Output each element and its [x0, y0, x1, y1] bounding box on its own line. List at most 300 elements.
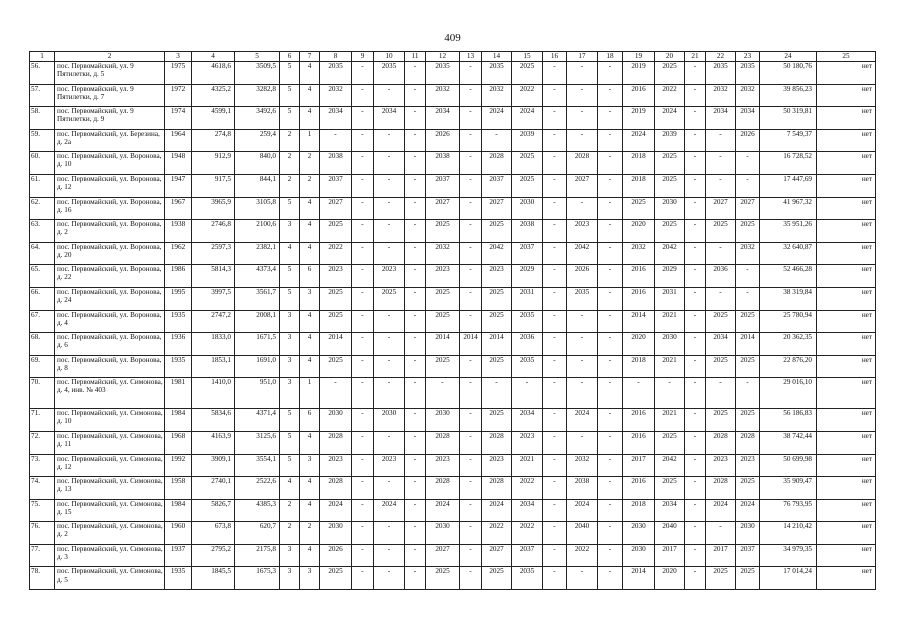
year-cell-col-14: 2027 [482, 544, 512, 567]
year-cell-col-14: 2024 [482, 107, 512, 130]
cost-cell: 32 640,87 [760, 242, 817, 265]
year-cell-col-8: 2025 [320, 287, 352, 310]
year-cell-col-19: 2018 [623, 174, 655, 197]
table-row [30, 265, 876, 288]
address-cell: пос. Первомайский, ул. Воронова, д. 22 [55, 265, 165, 288]
row-number: 75. [30, 499, 55, 522]
year-cell-col-8: 2022 [320, 242, 352, 265]
year-cell-col-17: 2024 [567, 409, 598, 432]
year-cell-col-21: - [685, 333, 706, 356]
row-number: 69. [30, 355, 55, 378]
year-cell-col-15: 2034 [512, 499, 543, 522]
column-header-20: 20 [655, 52, 685, 62]
year-built-cell: 1935 [165, 310, 192, 333]
status-cell: нет [817, 107, 876, 130]
row-number: 59. [30, 129, 55, 152]
year-cell-col-22: 2036 [706, 265, 736, 288]
entrances-cell: 4 [300, 477, 320, 500]
year-cell-col-21: - [685, 84, 706, 107]
year-cell-col-10: 2023 [374, 265, 405, 288]
year-cell-col-21: - [685, 242, 706, 265]
year-cell-col-14: 2028 [482, 477, 512, 500]
year-cell-col-14: 2028 [482, 431, 512, 454]
year-cell-col-11: - [405, 129, 426, 152]
year-cell-col-18: - [598, 220, 623, 243]
year-cell-col-21: - [685, 107, 706, 130]
year-cell-col-10: - [374, 310, 405, 333]
year-cell-col-9: - [352, 220, 374, 243]
floors-cell: 4 [280, 242, 300, 265]
year-cell-col-9: - [352, 287, 374, 310]
year-cell-col-17: - [567, 567, 598, 590]
year-cell-col-15: 2025 [512, 152, 543, 175]
total-area-cell: 673,8 [192, 522, 235, 545]
year-cell-col-14: 2042 [482, 242, 512, 265]
cost-cell: 7 549,37 [760, 129, 817, 152]
year-cell-col-16: - [543, 544, 567, 567]
table-row [30, 220, 876, 243]
year-cell-col-17: 2024 [567, 499, 598, 522]
year-cell-col-10: - [374, 522, 405, 545]
column-header-7: 7 [300, 52, 320, 62]
year-built-cell: 1992 [165, 454, 192, 477]
year-cell-col-18: - [598, 378, 623, 409]
table-row [30, 544, 876, 567]
year-cell-col-8: 2034 [320, 107, 352, 130]
year-cell-col-22: 2034 [706, 107, 736, 130]
year-built-cell: 1938 [165, 220, 192, 243]
column-header-23: 23 [736, 52, 760, 62]
year-cell-col-15: 2034 [512, 409, 543, 432]
cost-cell: 76 793,95 [760, 499, 817, 522]
year-cell-col-9: - [352, 333, 374, 356]
entrances-cell: 4 [300, 544, 320, 567]
column-header-6: 6 [280, 52, 300, 62]
year-cell-col-17: 2042 [567, 242, 598, 265]
address-cell: пос. Первомайский, ул. Воронова, д. 4 [55, 310, 165, 333]
entrances-cell: 4 [300, 107, 320, 130]
year-cell-col-15: 2039 [512, 129, 543, 152]
row-number: 56. [30, 62, 55, 85]
year-cell-col-22: 2025 [706, 355, 736, 378]
year-cell-col-9: - [352, 197, 374, 220]
year-cell-col-14: 2027 [482, 197, 512, 220]
entrances-cell: 4 [300, 197, 320, 220]
year-cell-col-13: - [460, 431, 482, 454]
living-area-cell: 2100,6 [235, 220, 280, 243]
year-cell-col-20: 2025 [655, 431, 685, 454]
year-cell-col-23: - [736, 378, 760, 409]
year-cell-col-17: - [567, 129, 598, 152]
status-cell: нет [817, 378, 876, 409]
year-cell-col-10: - [374, 333, 405, 356]
year-cell-col-11: - [405, 62, 426, 85]
column-header-9: 9 [352, 52, 374, 62]
year-cell-col-8: 2035 [320, 62, 352, 85]
year-cell-col-15: 2025 [512, 174, 543, 197]
address-cell: пос. Первомайский, ул. 9 Пятилетки, д. 9 [55, 107, 165, 130]
year-cell-col-17: 2028 [567, 152, 598, 175]
year-cell-col-13: - [460, 567, 482, 590]
year-cell-col-14: 2037 [482, 174, 512, 197]
year-cell-col-16: - [543, 499, 567, 522]
year-cell-col-8: 2023 [320, 454, 352, 477]
year-cell-col-10: - [374, 174, 405, 197]
total-area-cell: 5834,6 [192, 409, 235, 432]
year-cell-col-22: 2027 [706, 197, 736, 220]
status-cell: нет [817, 174, 876, 197]
column-header-15: 15 [512, 52, 543, 62]
year-cell-col-16: - [543, 197, 567, 220]
year-built-cell: 1975 [165, 62, 192, 85]
address-cell: пос. Первомайский, ул. Березина, д. 2а [55, 129, 165, 152]
year-cell-col-19: 2032 [623, 242, 655, 265]
row-number: 64. [30, 242, 55, 265]
year-cell-col-12: 2027 [426, 197, 460, 220]
year-cell-col-20: 2042 [655, 454, 685, 477]
row-number: 78. [30, 567, 55, 590]
status-cell: нет [817, 522, 876, 545]
year-cell-col-20: - [655, 378, 685, 409]
year-cell-col-21: - [685, 477, 706, 500]
year-cell-col-14: 2025 [482, 310, 512, 333]
floors-cell: 3 [280, 310, 300, 333]
row-number: 72. [30, 431, 55, 454]
table-row [30, 242, 876, 265]
table-row [30, 107, 876, 130]
year-cell-col-16: - [543, 129, 567, 152]
address-cell: пос. Первомайский, ул. Симонова, д. 5 [55, 567, 165, 590]
total-area-cell: 4163,9 [192, 431, 235, 454]
year-cell-col-9: - [352, 152, 374, 175]
year-cell-col-23: 2025 [736, 567, 760, 590]
year-cell-col-15: 2036 [512, 333, 543, 356]
year-cell-col-18: - [598, 544, 623, 567]
total-area-cell: 5814,3 [192, 265, 235, 288]
floors-cell: 5 [280, 431, 300, 454]
year-cell-col-21: - [685, 522, 706, 545]
year-cell-col-20: 2034 [655, 499, 685, 522]
year-cell-col-8: 2014 [320, 333, 352, 356]
year-cell-col-14: 2025 [482, 287, 512, 310]
year-built-cell: 1947 [165, 174, 192, 197]
year-cell-col-21: - [685, 220, 706, 243]
floors-cell: 5 [280, 197, 300, 220]
year-cell-col-20: 2030 [655, 333, 685, 356]
table-row [30, 567, 876, 590]
year-cell-col-11: - [405, 378, 426, 409]
year-cell-col-18: - [598, 107, 623, 130]
year-built-cell: 1984 [165, 499, 192, 522]
year-cell-col-8: - [320, 378, 352, 409]
year-cell-col-23: 2027 [736, 197, 760, 220]
year-cell-col-8: 2024 [320, 499, 352, 522]
table-row [30, 477, 876, 500]
year-built-cell: 1964 [165, 129, 192, 152]
year-cell-col-21: - [685, 129, 706, 152]
year-cell-col-15: 2029 [512, 265, 543, 288]
year-cell-col-21: - [685, 287, 706, 310]
year-cell-col-13: - [460, 129, 482, 152]
year-cell-col-9: - [352, 84, 374, 107]
status-cell: нет [817, 454, 876, 477]
row-number: 63. [30, 220, 55, 243]
table-row [30, 378, 876, 409]
row-number: 67. [30, 310, 55, 333]
year-cell-col-22: - [706, 378, 736, 409]
year-cell-col-13: - [460, 287, 482, 310]
year-cell-col-10: - [374, 431, 405, 454]
address-cell: пос. Первомайский, ул. Симонова, д. 4, инв. № 403 [55, 378, 165, 409]
floors-cell: 3 [280, 355, 300, 378]
year-cell-col-12: 2028 [426, 431, 460, 454]
table-row [30, 62, 876, 85]
year-cell-col-16: - [543, 287, 567, 310]
status-cell: нет [817, 84, 876, 107]
year-cell-col-21: - [685, 431, 706, 454]
year-cell-col-13: - [460, 378, 482, 409]
year-cell-col-8: 2023 [320, 265, 352, 288]
year-cell-col-22: - [706, 522, 736, 545]
year-cell-col-8: 2025 [320, 355, 352, 378]
total-area-cell: 917,5 [192, 174, 235, 197]
year-cell-col-17: - [567, 333, 598, 356]
table-row [30, 129, 876, 152]
year-cell-col-11: - [405, 454, 426, 477]
living-area-cell: 951,0 [235, 378, 280, 409]
living-area-cell: 1691,0 [235, 355, 280, 378]
year-cell-col-8: 2028 [320, 477, 352, 500]
year-cell-col-20: 2029 [655, 265, 685, 288]
address-cell: пос. Первомайский, ул. Воронова, д. 10 [55, 152, 165, 175]
status-cell: нет [817, 242, 876, 265]
year-cell-col-19: 2018 [623, 355, 655, 378]
year-cell-col-11: - [405, 287, 426, 310]
year-cell-col-12: 2023 [426, 454, 460, 477]
entrances-cell: 4 [300, 310, 320, 333]
year-cell-col-17: 2022 [567, 544, 598, 567]
year-cell-col-11: - [405, 220, 426, 243]
year-cell-col-13: - [460, 220, 482, 243]
row-number: 77. [30, 544, 55, 567]
table-row [30, 522, 876, 545]
address-cell: пос. Первомайский, ул. Симонова, д. 2 [55, 522, 165, 545]
year-cell-col-18: - [598, 522, 623, 545]
entrances-cell: 6 [300, 409, 320, 432]
status-cell: нет [817, 544, 876, 567]
year-cell-col-13: - [460, 265, 482, 288]
status-cell: нет [817, 62, 876, 85]
year-cell-col-18: - [598, 499, 623, 522]
year-built-cell: 1984 [165, 409, 192, 432]
total-area-cell: 5826,7 [192, 499, 235, 522]
table-row [30, 409, 876, 432]
address-cell: пос. Первомайский, ул. Симонова, д. 13 [55, 477, 165, 500]
year-cell-col-18: - [598, 152, 623, 175]
year-cell-col-22: 2034 [706, 333, 736, 356]
year-cell-col-20: 2039 [655, 129, 685, 152]
cost-cell: 34 979,35 [760, 544, 817, 567]
year-cell-col-11: - [405, 333, 426, 356]
row-number: 62. [30, 197, 55, 220]
entrances-cell: 3 [300, 287, 320, 310]
column-header-22: 22 [706, 52, 736, 62]
total-area-cell: 4325,2 [192, 84, 235, 107]
year-cell-col-9: - [352, 265, 374, 288]
year-cell-col-22: 2023 [706, 454, 736, 477]
living-area-cell: 2522,6 [235, 477, 280, 500]
year-cell-col-17: - [567, 84, 598, 107]
year-cell-col-9: - [352, 409, 374, 432]
year-cell-col-15: 2035 [512, 310, 543, 333]
year-cell-col-23: 2025 [736, 477, 760, 500]
year-cell-col-20: 2025 [655, 477, 685, 500]
status-cell: нет [817, 310, 876, 333]
total-area-cell: 1410,0 [192, 378, 235, 409]
column-header-13: 13 [460, 52, 482, 62]
year-cell-col-19: 2025 [623, 197, 655, 220]
column-number-header [30, 52, 876, 62]
column-header-5: 5 [235, 52, 280, 62]
year-cell-col-9: - [352, 174, 374, 197]
status-cell: нет [817, 499, 876, 522]
year-cell-col-10: 2024 [374, 499, 405, 522]
year-cell-col-23: 2032 [736, 242, 760, 265]
year-cell-col-20: 2021 [655, 355, 685, 378]
year-cell-col-15: 2023 [512, 431, 543, 454]
year-cell-col-9: - [352, 62, 374, 85]
floors-cell: 2 [280, 152, 300, 175]
year-cell-col-11: - [405, 242, 426, 265]
year-cell-col-18: - [598, 477, 623, 500]
year-cell-col-19: 2016 [623, 409, 655, 432]
year-cell-col-21: - [685, 499, 706, 522]
year-cell-col-12: 2030 [426, 522, 460, 545]
year-cell-col-20: 2022 [655, 84, 685, 107]
address-cell: пос. Первомайский, ул. Симонова, д. 15 [55, 499, 165, 522]
year-cell-col-10: 2035 [374, 62, 405, 85]
year-cell-col-23: 2025 [736, 220, 760, 243]
column-header-1: 1 [30, 52, 55, 62]
year-cell-col-15: - [512, 378, 543, 409]
year-cell-col-11: - [405, 499, 426, 522]
year-cell-col-12: 2025 [426, 355, 460, 378]
year-cell-col-22: 2025 [706, 310, 736, 333]
year-cell-col-12: 2037 [426, 174, 460, 197]
year-cell-col-20: 2030 [655, 197, 685, 220]
year-cell-col-14: - [482, 129, 512, 152]
year-cell-col-9: - [352, 477, 374, 500]
cost-cell: 17 014,24 [760, 567, 817, 590]
year-cell-col-14: 2025 [482, 355, 512, 378]
year-cell-col-13: - [460, 62, 482, 85]
total-area-cell: 3997,5 [192, 287, 235, 310]
year-cell-col-11: - [405, 567, 426, 590]
year-cell-col-20: 2040 [655, 522, 685, 545]
address-cell: пос. Первомайский, ул. Воронова, д. 16 [55, 197, 165, 220]
year-cell-col-20: 2020 [655, 567, 685, 590]
entrances-cell: 3 [300, 454, 320, 477]
year-cell-col-15: 2030 [512, 197, 543, 220]
table-row [30, 310, 876, 333]
year-cell-col-19: 2016 [623, 431, 655, 454]
living-area-cell: 1671,5 [235, 333, 280, 356]
status-cell: нет [817, 333, 876, 356]
year-cell-col-16: - [543, 174, 567, 197]
floors-cell: 5 [280, 84, 300, 107]
housing-repair-table [29, 51, 876, 590]
living-area-cell: 3105,8 [235, 197, 280, 220]
year-cell-col-10: - [374, 84, 405, 107]
year-cell-col-11: - [405, 197, 426, 220]
column-header-11: 11 [405, 52, 426, 62]
year-cell-col-13: - [460, 454, 482, 477]
year-cell-col-21: - [685, 174, 706, 197]
cost-cell: 35 951,26 [760, 220, 817, 243]
total-area-cell: 4599,1 [192, 107, 235, 130]
entrances-cell: 1 [300, 378, 320, 409]
year-cell-col-21: - [685, 310, 706, 333]
table-row [30, 152, 876, 175]
total-area-cell: 1853,1 [192, 355, 235, 378]
table-row [30, 499, 876, 522]
year-cell-col-23: 2035 [736, 62, 760, 85]
year-cell-col-15: 2037 [512, 242, 543, 265]
year-cell-col-21: - [685, 197, 706, 220]
year-cell-col-16: - [543, 431, 567, 454]
year-built-cell: 1972 [165, 84, 192, 107]
year-cell-col-14: 2025 [482, 567, 512, 590]
year-cell-col-12: 2026 [426, 129, 460, 152]
year-cell-col-16: - [543, 62, 567, 85]
year-cell-col-8: 2026 [320, 544, 352, 567]
year-cell-col-9: - [352, 107, 374, 130]
column-header-12: 12 [426, 52, 460, 62]
year-cell-col-23: - [736, 174, 760, 197]
year-cell-col-22: 2025 [706, 220, 736, 243]
year-cell-col-14: 2022 [482, 522, 512, 545]
status-cell: нет [817, 129, 876, 152]
year-cell-col-8: 2032 [320, 84, 352, 107]
year-cell-col-12: 2025 [426, 310, 460, 333]
year-built-cell: 1958 [165, 477, 192, 500]
year-built-cell: 1995 [165, 287, 192, 310]
entrances-cell: 4 [300, 355, 320, 378]
year-cell-col-18: - [598, 333, 623, 356]
total-area-cell: 2746,8 [192, 220, 235, 243]
year-cell-col-22: 2025 [706, 567, 736, 590]
cost-cell: 25 780,94 [760, 310, 817, 333]
year-cell-col-13: - [460, 477, 482, 500]
table-row [30, 333, 876, 356]
year-cell-col-13: - [460, 174, 482, 197]
year-cell-col-21: - [685, 567, 706, 590]
column-header-14: 14 [482, 52, 512, 62]
year-cell-col-11: - [405, 84, 426, 107]
entrances-cell: 4 [300, 242, 320, 265]
year-built-cell: 1962 [165, 242, 192, 265]
floors-cell: 3 [280, 544, 300, 567]
year-cell-col-14: 2025 [482, 220, 512, 243]
year-cell-col-8: 2030 [320, 522, 352, 545]
column-header-8: 8 [320, 52, 352, 62]
year-cell-col-9: - [352, 129, 374, 152]
year-cell-col-20: 2025 [655, 152, 685, 175]
year-cell-col-17: 2026 [567, 265, 598, 288]
floors-cell: 2 [280, 174, 300, 197]
year-cell-col-11: - [405, 152, 426, 175]
year-cell-col-21: - [685, 62, 706, 85]
